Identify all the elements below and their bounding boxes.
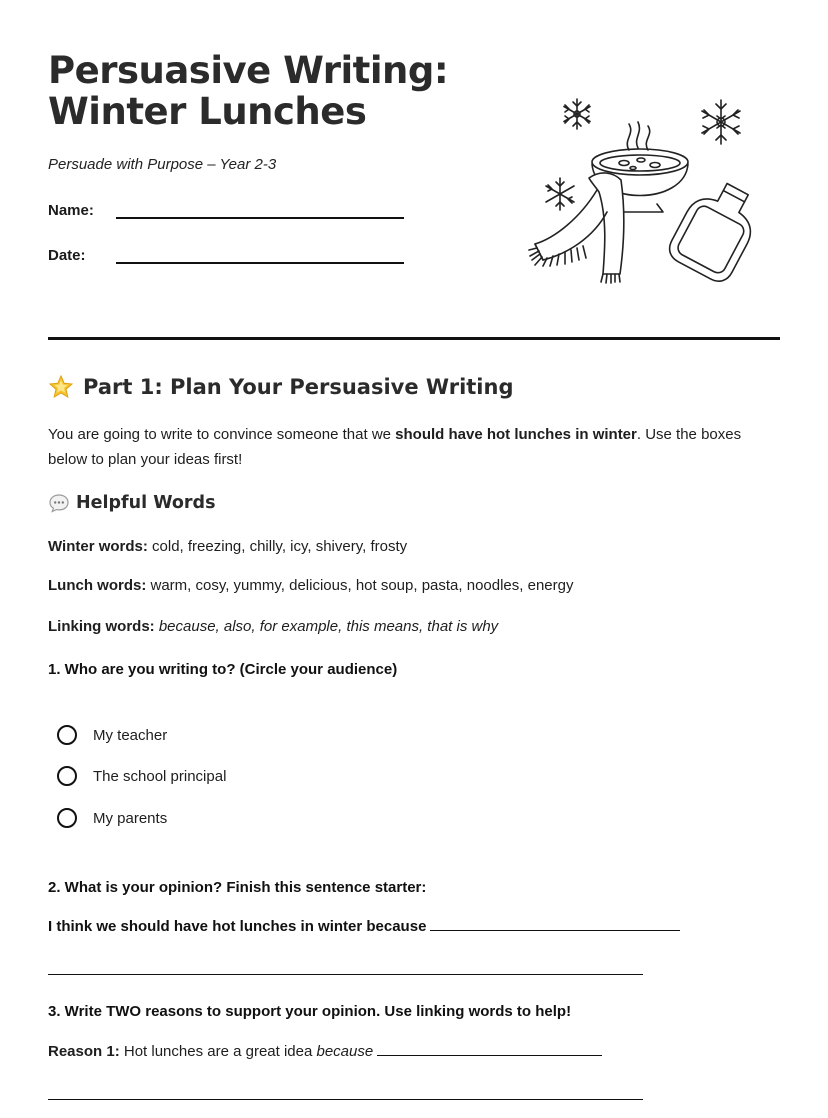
intro-text-bold: should have hot lunches in winter xyxy=(395,426,637,443)
header-divider xyxy=(48,337,780,340)
linking-words-line xyxy=(48,618,498,635)
option-label: My parents xyxy=(93,809,168,827)
date-label: Date: xyxy=(48,247,86,264)
question-1: 1. Who are you writing to? (Circle your audience) xyxy=(48,661,398,678)
snowflake-icon-right-top xyxy=(702,100,740,144)
title-line-1: Persuasive Writing: xyxy=(48,49,449,92)
option-label: The school principal xyxy=(93,767,227,785)
intro-text-start: You are going to write to convince someone that we xyxy=(48,426,396,443)
worksheet-subtitle: Persuade with Purpose – Year 2-3 xyxy=(48,156,277,173)
opinion-starter xyxy=(48,918,680,935)
winter-words-line xyxy=(48,538,407,555)
opinion-answer-line[interactable] xyxy=(48,974,643,975)
audience-option-teacher[interactable] xyxy=(57,725,167,745)
opinion-starter-text: I think we should have hot lunches in winter because xyxy=(48,918,427,935)
name-field xyxy=(48,202,404,219)
steam-icon xyxy=(627,122,649,150)
name-label: Name: xyxy=(48,202,94,219)
part1-heading-text: Part 1: Plan Your Persuasive Writing xyxy=(83,375,514,399)
reason-1-answer-line[interactable] xyxy=(48,1099,643,1100)
linking-words-list: because, also, for example, this means, that is why xyxy=(154,618,499,635)
reason-1-line xyxy=(48,1043,602,1060)
question-3: 3. Write TWO reasons to support your opinion. Use linking words to help! xyxy=(48,1003,572,1020)
star-icon xyxy=(48,374,74,400)
reason-1-text: Hot lunches are a great idea xyxy=(119,1043,317,1060)
audience-option-parents[interactable] xyxy=(57,808,167,828)
radio-circle[interactable] xyxy=(57,725,77,745)
intro-text-end: . Use the boxes below to plan your ideas first! xyxy=(48,426,742,468)
linking-words-label: Linking words: xyxy=(48,618,155,635)
reason-1-label: Reason 1: xyxy=(48,1043,120,1060)
lunch-words-label: Lunch words: xyxy=(48,577,147,594)
part1-intro xyxy=(48,422,778,472)
audience-option-principal[interactable] xyxy=(57,766,226,786)
option-label: My teacher xyxy=(93,726,168,744)
title-line-2: Winter Lunches xyxy=(48,90,367,133)
winter-words-list: cold, freezing, chilly, icy, shivery, frosty xyxy=(147,538,408,555)
radio-circle[interactable] xyxy=(57,766,77,786)
part1-heading xyxy=(48,374,514,400)
snowflake-icon-left-bottom xyxy=(546,178,574,210)
speech-bubble-icon xyxy=(48,492,70,514)
hot-water-bottle-icon xyxy=(664,173,765,286)
radio-circle[interactable] xyxy=(57,808,77,828)
date-line[interactable] xyxy=(116,248,404,264)
date-field xyxy=(48,247,404,264)
lunch-words-list: warm, cosy, yummy, delicious, hot soup, pasta, noodles, energy xyxy=(146,577,574,594)
opinion-blank[interactable] xyxy=(430,918,680,931)
question-2: 2. What is your opinion? Finish this sentence starter: xyxy=(48,879,427,896)
winter-words-label: Winter words: xyxy=(48,538,148,555)
worksheet-title xyxy=(48,50,448,132)
name-line[interactable] xyxy=(116,203,404,219)
winter-illustration xyxy=(525,88,765,288)
scarf-icon xyxy=(529,173,624,283)
snowflake-icon-left-top xyxy=(564,99,590,129)
helpful-words-heading-text: Helpful Words xyxy=(76,493,216,513)
lunch-words-line xyxy=(48,577,573,594)
reason-1-because: because xyxy=(316,1043,374,1060)
helpful-words-heading xyxy=(48,492,215,514)
reason-1-blank[interactable] xyxy=(377,1043,602,1056)
